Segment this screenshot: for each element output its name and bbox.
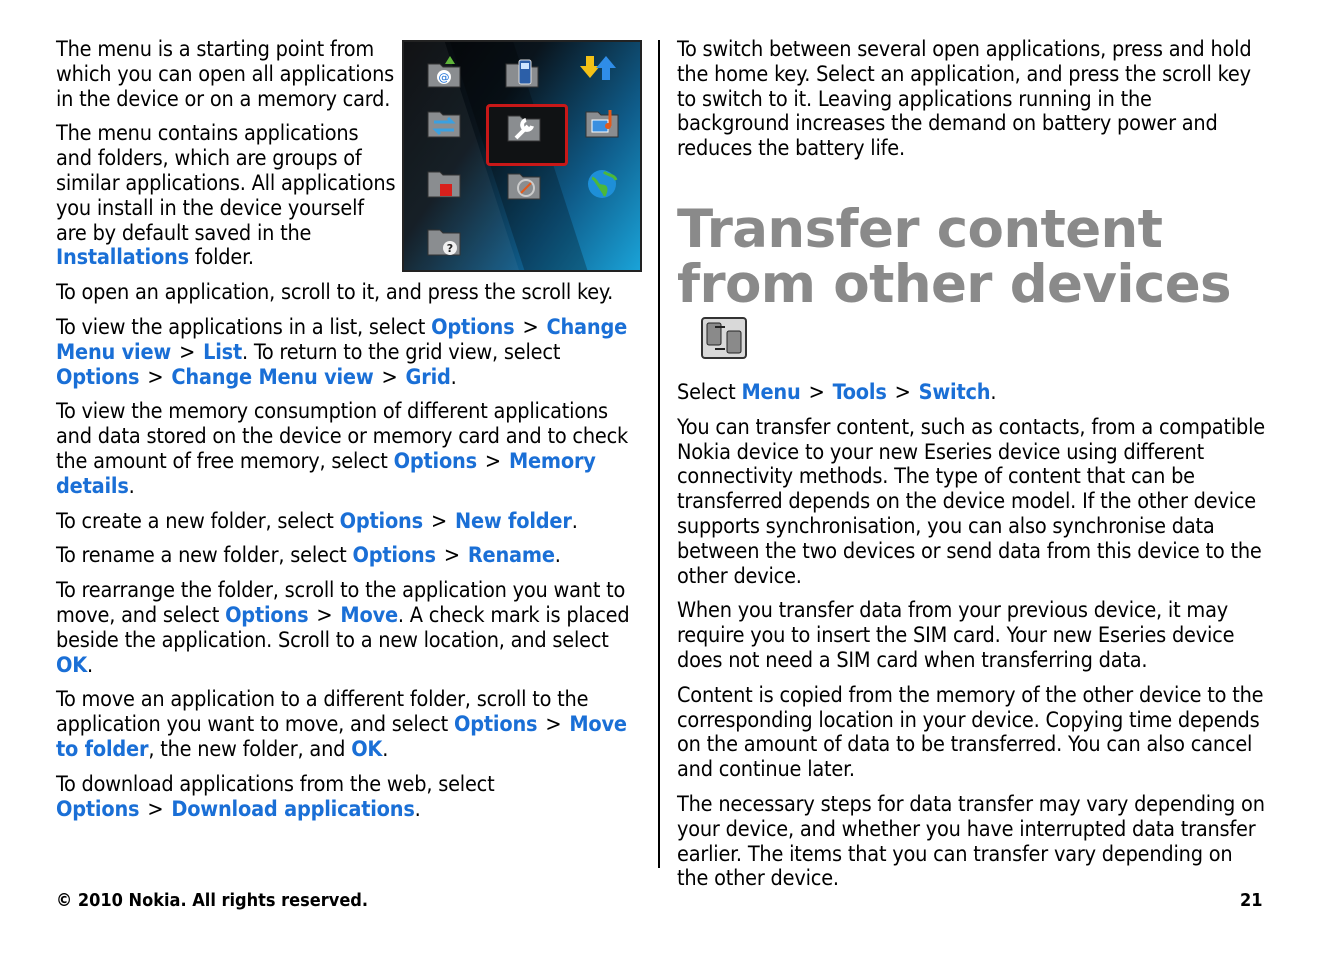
paragraph-menu-contents: The menu contains applications and folders, which are groups of similar applications. All applications you install in the device yourself are by default saved in the Installations folder.	[56, 121, 396, 271]
paragraph-menu-intro: The menu is a starting point from which you can open all applications in the device or on a memory card.	[56, 37, 395, 112]
link-ok[interactable]: OK	[351, 736, 383, 762]
link-memory-details[interactable]: Memory details	[56, 448, 596, 499]
link-options[interactable]: Options	[431, 314, 515, 340]
connectivity-folder-icon	[424, 104, 464, 144]
email-folder-icon	[424, 52, 464, 92]
paragraph-necessary-steps: The necessary steps for data transfer may vary depending on your device, and whether you have interrupted data transfer earlier. The items that you can transfer vary depending on the other device.	[677, 791, 1265, 892]
footer-copyright: © 2010 Nokia. All rights reserved.	[56, 890, 369, 911]
link-change-menu-view[interactable]: Change Menu view	[56, 314, 628, 365]
link-list[interactable]: List	[203, 339, 243, 365]
paragraph-open-app: To open an application, scroll to it, and press the scroll key.	[56, 280, 614, 306]
phone-folder-icon	[502, 52, 542, 92]
link-move[interactable]: Move	[340, 602, 398, 628]
link-options[interactable]: Options	[454, 712, 538, 738]
link-grid[interactable]: Grid	[405, 364, 451, 390]
section-heading-wrap	[677, 198, 1267, 367]
link-change-menu-view[interactable]: Change Menu view	[171, 364, 374, 390]
link-options[interactable]: Options	[56, 796, 140, 822]
link-download-applications[interactable]: Download applications	[171, 796, 415, 822]
link-switch[interactable]: Switch	[918, 379, 991, 405]
link-options[interactable]: Options	[352, 543, 436, 569]
switch-transfer-icon	[701, 317, 747, 359]
settings-folder-icon	[504, 166, 544, 206]
column-divider	[658, 40, 660, 868]
link-move-to-folder[interactable]: Move to folder	[56, 712, 627, 762]
tools-wrench-icon	[504, 108, 544, 148]
paragraph-memory: To view the memory consumption of different applications and data stored on the device or memory card and to check the amount of free memory, select Options > Memory details.	[56, 399, 629, 499]
device-menu-screenshot	[402, 40, 642, 272]
paragraph-new-folder: To create a new folder, select Options > New folder.	[56, 508, 578, 534]
paragraph-copy-memory: Content is copied from the memory of the other device to the corresponding location in your device. Copying time depends on the amount of data to be transferred. You can also cancel and continue later.	[677, 682, 1264, 783]
link-options[interactable]: Options	[225, 602, 309, 628]
paragraph-sim-card: When you transfer data from your previous device, it may require you to insert the SIM card. Your new Eseries device does not need a SIM card when transferring data.	[677, 598, 1235, 673]
link-rename[interactable]: Rename	[467, 543, 555, 569]
right-column	[677, 38, 1267, 902]
link-new-folder[interactable]: New folder	[454, 508, 572, 534]
link-menu[interactable]: Menu	[741, 379, 801, 405]
paragraph-move-to-folder: To move an application to a different folder, scroll to the application you want to move, and select Options > Move to folder, the new folder, and OK.	[56, 687, 627, 762]
paragraph-rearrange: To rearrange the folder, scroll to the application you want to move, and select Options > Move. A check mark is placed beside the application. Scroll to a new location, and select OK.	[56, 578, 630, 678]
link-options[interactable]: Options	[339, 508, 423, 534]
download-arrows-icon	[580, 50, 620, 90]
link-ok[interactable]: OK	[56, 652, 88, 678]
svg-text:?: ?	[446, 242, 454, 255]
link-installations[interactable]: Installations	[56, 245, 189, 271]
link-options[interactable]: Options	[393, 448, 477, 474]
globe-icon	[582, 164, 622, 204]
help-folder-icon	[424, 222, 464, 262]
link-tools[interactable]: Tools	[832, 379, 887, 405]
svg-text:@: @	[438, 71, 450, 84]
media-folder-icon	[582, 104, 622, 144]
link-options[interactable]: Options	[56, 364, 140, 390]
paragraph-list-view: To view the applications in a list, select Options > Change Menu view > List. To return to the grid view, select Options > Change Menu view > Grid.	[56, 314, 628, 390]
paragraph-switch-apps: To switch between several open applications, press and hold the home key. Select an application, and press the scroll key to switch to it. Leaving applications running in the background increases the demand on battery power and reduces the battery life.	[677, 37, 1252, 162]
page-number: 21	[1240, 890, 1263, 911]
paragraph-transfer-content: You can transfer content, such as contacts, from a compatible Nokia device to your new Eseries device using different connectivity methods. The type of content that can be transferred depends on the device model. If the other device supports synchronisation, you can also synchronise data between the two devices or send data from this device to the other device.	[677, 414, 1265, 589]
paragraph-rename: To rename a new folder, select Options > Rename.	[56, 543, 561, 569]
section-title: Transfer content from other devices	[677, 202, 1267, 367]
paragraph-download: To download applications from the web, select Options > Download applications.	[56, 771, 495, 822]
office-folder-icon	[424, 164, 464, 204]
paragraph-select-switch: Select Menu > Tools > Switch.	[677, 379, 997, 405]
